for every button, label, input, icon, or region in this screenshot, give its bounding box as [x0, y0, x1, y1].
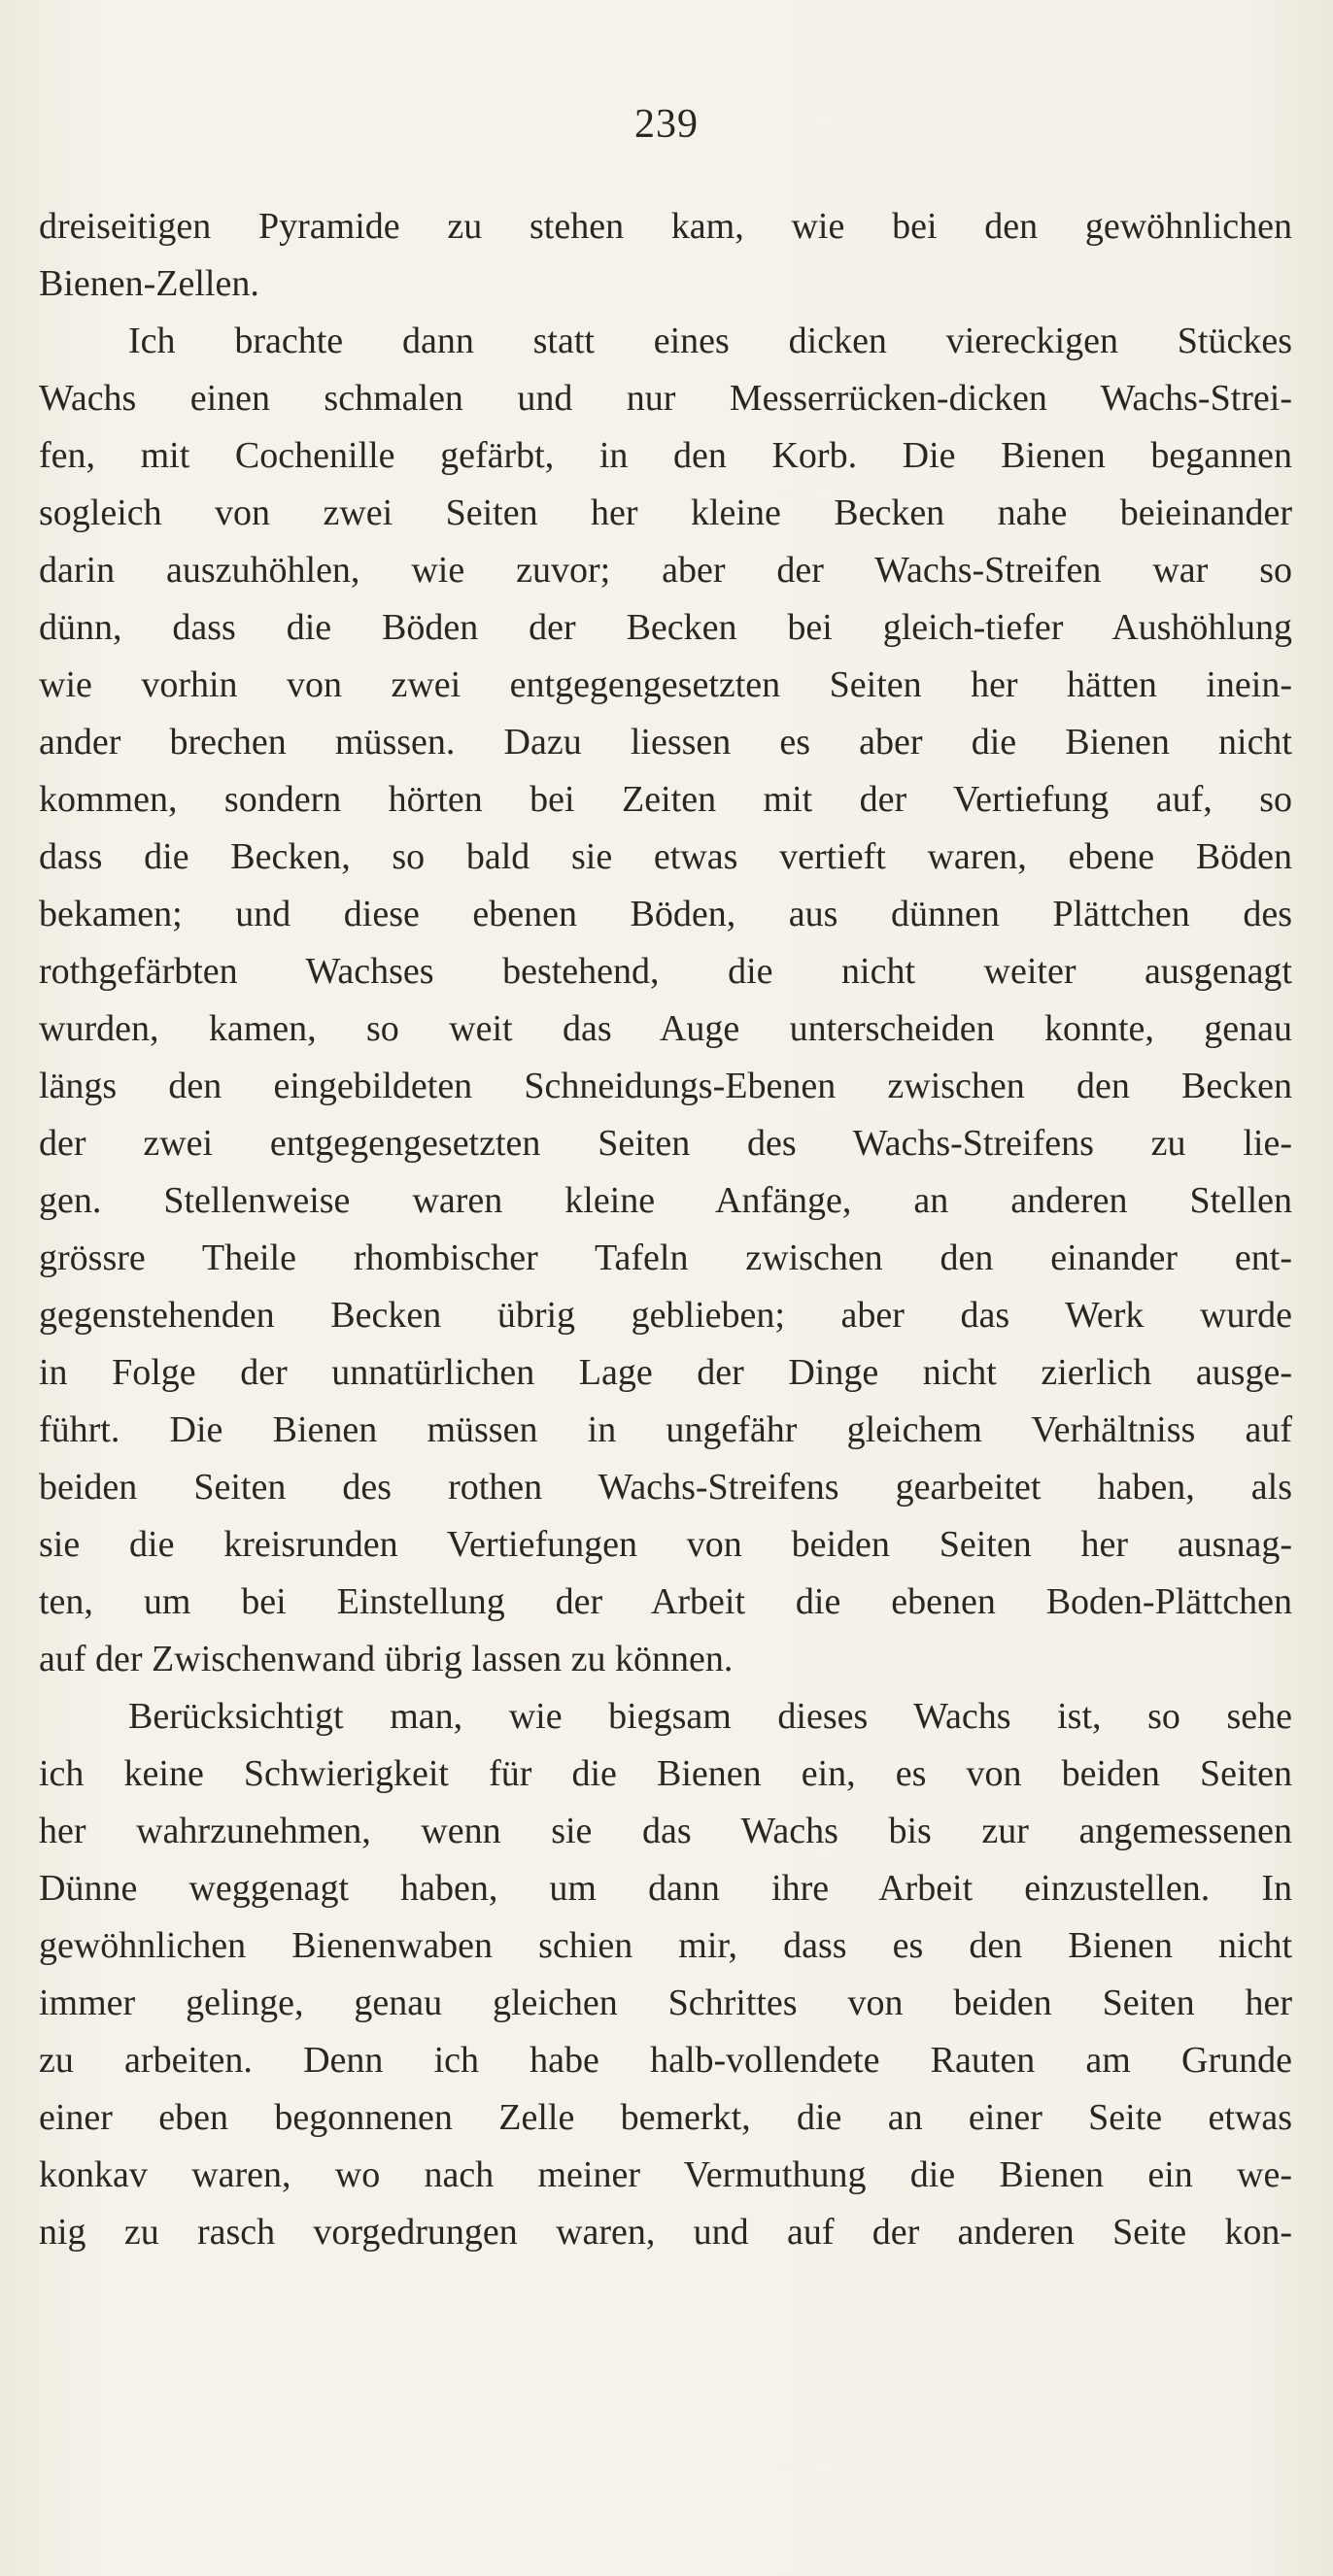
text-line: Bienen-Zellen. [39, 263, 259, 304]
text-line: ten, um bei Einstellung der Arbeit die ebenen Boden-Plättchen [39, 1581, 1292, 1622]
text-line: führt. Die Bienen müssen in ungefähr gleichem Verhältniss auf [39, 1409, 1292, 1450]
body-text [39, 198, 1292, 2261]
text-line: sie die kreisrunden Vertiefungen von beiden Seiten her ausnag- [39, 1524, 1292, 1565]
text-line: wurden, kamen, so weit das Auge unterscheiden konnte, genau [39, 1008, 1292, 1049]
text-line: Wachs einen schmalen und nur Messerrücken-dicken Wachs-Strei- [39, 378, 1292, 419]
text-line: in Folge der unnatürlichen Lage der Dinge nicht zierlich ausge- [39, 1352, 1292, 1393]
text-line: Berücksichtigt man, wie biegsam dieses Wachs ist, so sehe [128, 1696, 1292, 1737]
text-line: rothgefärbten Wachses bestehend, die nicht weiter ausgenagt [39, 951, 1292, 992]
text-line: längs den eingebildeten Schneidungs-Ebenen zwischen den Becken [39, 1066, 1292, 1106]
paragraph-1 [39, 198, 1292, 313]
text-line: Dünne weggenagt haben, um dann ihre Arbeit einzustellen. In [39, 1868, 1292, 1909]
text-line: dreiseitigen Pyramide zu stehen kam, wie bei den gewöhnlichen [39, 206, 1292, 247]
text-line: grössre Theile rhombischer Tafeln zwischen den einander ent- [39, 1237, 1292, 1278]
text-line: dass die Becken, so bald sie etwas vertieft waren, ebene Böden [39, 836, 1292, 877]
text-line: ich keine Schwierigkeit für die Bienen ein, es von beiden Seiten [39, 1753, 1292, 1794]
text-line: Ich brachte dann statt eines dicken viereckigen Stückes [128, 321, 1292, 361]
text-line: nig zu rasch vorgedrungen waren, und auf der anderen Seite kon- [39, 2212, 1292, 2253]
text-line: gen. Stellenweise waren kleine Anfänge, an anderen Stellen [39, 1180, 1292, 1221]
page-number: 239 [634, 102, 699, 147]
text-line: zu arbeiten. Denn ich habe halb-vollendete Rauten am Grunde [39, 2040, 1292, 2081]
text-line: kommen, sondern hörten bei Zeiten mit der Vertiefung auf, so [39, 779, 1292, 820]
text-line: auf der Zwischenwand übrig lassen zu können. [39, 1639, 734, 1679]
paragraph-3 [39, 1688, 1292, 2261]
text-line: bekamen; und diese ebenen Böden, aus dünnen Plättchen des [39, 894, 1292, 934]
text-line: einer eben begonnenen Zelle bemerkt, die an einer Seite etwas [39, 2097, 1292, 2138]
text-line: der zwei entgegengesetzten Seiten des Wachs-Streifens zu lie- [39, 1123, 1292, 1164]
text-line: fen, mit Cochenille gefärbt, in den Korb. Die Bienen begannen [39, 435, 1292, 476]
text-line: ander brechen müssen. Dazu liessen es aber die Bienen nicht [39, 722, 1292, 763]
text-line: dünn, dass die Böden der Becken bei gleich-tiefer Aushöhlung [39, 607, 1292, 648]
text-line: gewöhnlichen Bienenwaben schien mir, dass es den Bienen nicht [39, 1925, 1292, 1966]
text-line: darin auszuhöhlen, wie zuvor; aber der Wachs-Streifen war so [39, 550, 1292, 591]
paragraph-2 [39, 313, 1292, 1688]
text-line: gegenstehenden Becken übrig geblieben; aber das Werk wurde [39, 1295, 1292, 1336]
text-line: konkav waren, wo nach meiner Vermuthung die Bienen ein we- [39, 2154, 1292, 2195]
text-line: immer gelinge, genau gleichen Schrittes von beiden Seiten her [39, 1983, 1292, 2023]
text-line: wie vorhin von zwei entgegengesetzten Seiten her hätten inein- [39, 664, 1292, 705]
text-line: beiden Seiten des rothen Wachs-Streifens gearbeitet haben, als [39, 1467, 1292, 1508]
text-line: sogleich von zwei Seiten her kleine Becken nahe beieinander [39, 492, 1292, 533]
text-line: her wahrzunehmen, wenn sie das Wachs bis zur angemessenen [39, 1811, 1292, 1851]
